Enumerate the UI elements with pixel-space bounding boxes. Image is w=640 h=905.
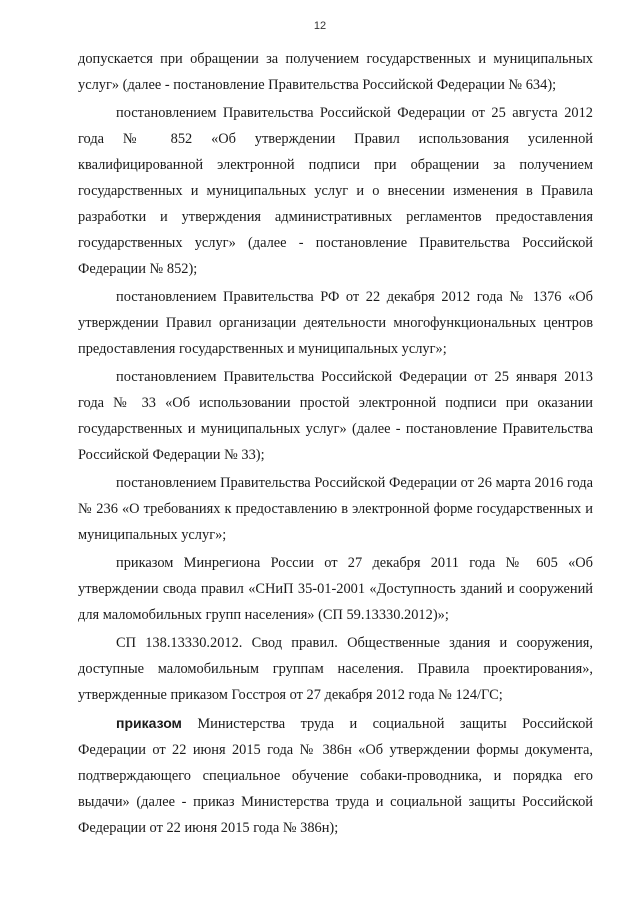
document-body [78, 46, 593, 843]
paragraph-lead-word: приказом [116, 715, 182, 731]
paragraph-order-386n [78, 710, 593, 841]
paragraph-order-605: приказом Минрегиона России от 27 декабря 2011 года № 605 «Об утверждении свода правил «СНиП 35-01-2001 «Доступность зданий и сооружений для маломобильных групп населения» (СП 59.13330.2012)»; [78, 555, 593, 623]
paragraph-decree-236: постановлением Правительства Российской Федерации от 26 марта 2016 года № 236 «О требованиях к предоставлению в электронной форме государственных и муниципальных услуг»; [78, 475, 593, 543]
paragraph-text: Министерства труда и социальной защиты Российской Федерации от 22 июня 2015 года № 386н «Об утверждении формы документа, подтверждающего специальное обучение собаки-проводника, и порядка его выдачи» (далее - приказ Министерства труда и социальной защиты Российской Федерации от 22 июня 2015 года № 386н); [78, 716, 593, 836]
paragraph-decree-852: постановлением Правительства Российской Федерации от 25 августа 2012 года № 852 «Об утверждении Правил использования усиленной квалифицированной электронной подписи при обращении за получением государственных и муниципальных услуг и о внесении изменения в Правила разработки и утверждения административных регламентов предоставления государственных услуг» (далее - постановление Правительства Российской Федерации № 852); [78, 105, 593, 277]
page-number: 12 [313, 20, 327, 32]
paragraph-sp-138: СП 138.13330.2012. Свод правил. Общественные здания и сооружения, доступные маломобильным группам населения. Правила проектирования», утвержденные приказом Госстроя от 27 декабря 2012 года № 124/ГС; [78, 635, 593, 703]
paragraph-decree-33: постановлением Правительства Российской Федерации от 25 января 2013 года № 33 «Об использовании простой электронной подписи при оказании государственных и муниципальных услуг» (далее - постановление Правительства Российской Федерации № 33); [78, 369, 593, 463]
paragraph-634-continuation: допускается при обращении за получением государственных и муниципальных услуг» (далее - постановление Правительства Российской Федерации № 634); [78, 51, 593, 93]
paragraph-decree-1376: постановлением Правительства РФ от 22 декабря 2012 года № 1376 «Об утверждении Правил организации деятельности многофункциональных центров предоставления государственных и муниципальных услуг»; [78, 289, 593, 357]
